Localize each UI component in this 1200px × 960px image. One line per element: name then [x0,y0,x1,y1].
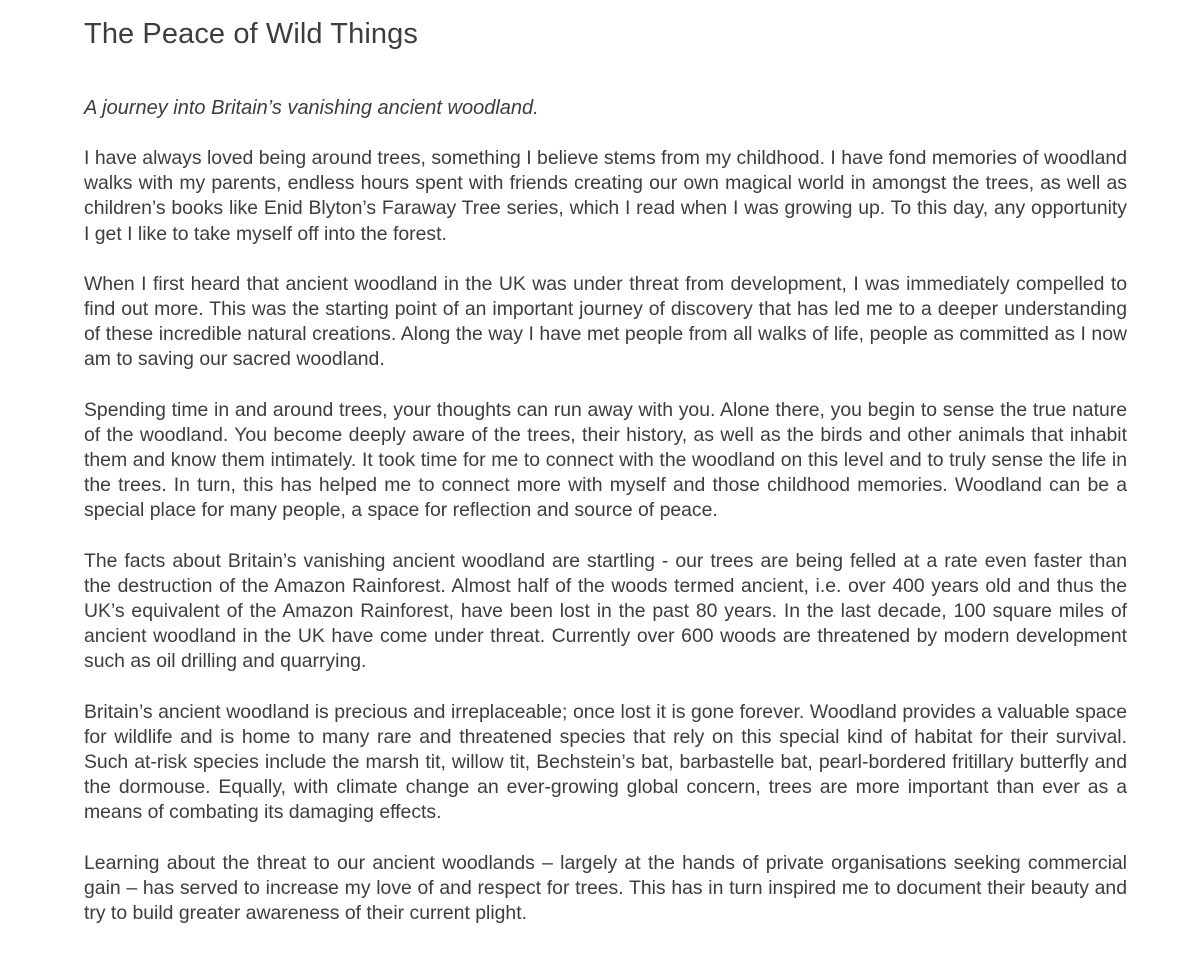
document-title: The Peace of Wild Things [84,18,418,50]
paragraph-6: Learning about the threat to our ancient woodlands – largely at the hands of private organisations seeking commercial gain – has served to increase my love of and respect for trees. This has in turn inspired me to document their beauty and try to build greater awareness of their current plight. [84,851,1127,925]
document [84,0,1127,926]
paragraph-4: The facts about Britain’s vanishing ancient woodland are startling - our trees are being felled at a rate even faster than the destruction of the Amazon Rainforest. Almost half of the woods termed ancient, i.e. over 400 years old and thus the UK’s equivalent of the Amazon Rainforest, have been lost in the past 80 years. In the last decade, 100 square miles of ancient woodland in the UK have come under threat. Currently over 600 woods are threatened by modern development such as oil drilling and quarrying. [84,549,1127,673]
paragraph-1: I have always loved being around trees, something I believe stems from my childhood. I have fond memories of woodland walks with my parents, endless hours spent with friends creating our own magical world in amongst the trees, as well as children’s books like Enid Blyton’s Faraway Tree series, which I read when I was growing up. To this day, any opportunity I get I like to take myself off into the forest. [84,147,1127,245]
paragraph-5: Britain’s ancient woodland is precious and irreplaceable; once lost it is gone forever. Woodland provides a valuable space for wildlife and is home to many rare and threatened species that rely on this special kind of habitat for their survival. Such at-risk species include the marsh tit, willow tit, Bechstein’s bat, barbastelle bat, pearl-bordered fritillary butterfly and the dormouse. Equally, with climate change an ever-growing global concern, trees are more important than ever as a means of combating its damaging effects. [84,700,1127,824]
document-subtitle: A journey into Britain’s vanishing ancient woodland. [84,97,539,119]
paragraph-3: Spending time in and around trees, your thoughts can run away with you. Alone there, you begin to sense the true nature of the woodland. You become deeply aware of the trees, their history, as well as the birds and other animals that inhabit them and know them intimately. It took time for me to connect with the woodland on this level and to truly sense the life in the trees. In turn, this has helped me to connect more with myself and those childhood memories. Woodland can be a special place for many people, a space for reflection and source of peace. [84,398,1127,522]
paragraph-2: When I first heard that ancient woodland in the UK was under threat from development, I was immediately compelled to find out more. This was the starting point of an important journey of discovery that has led me to a deeper understanding of these incredible natural creations. Along the way I have met people from all walks of life, people as committed as I now am to saving our sacred woodland. [84,272,1127,371]
